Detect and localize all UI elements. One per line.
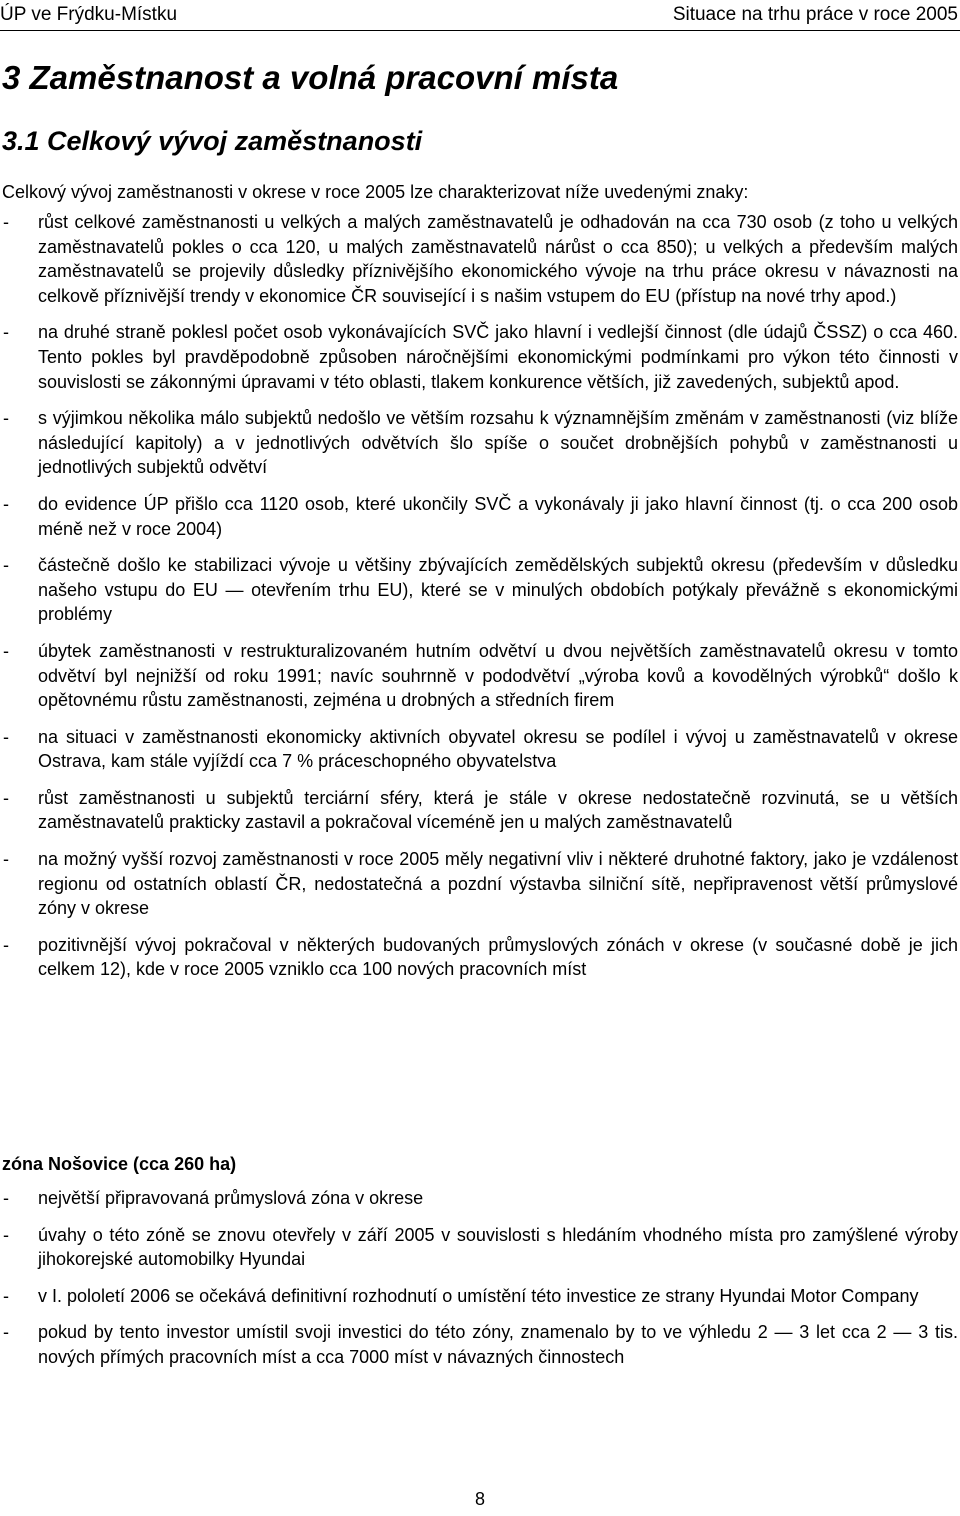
zone-heading: zóna Nošovice (cca 260 ha) bbox=[2, 1154, 237, 1174]
chapter-heading: 3 Zaměstnanost a volná pracovní místa bbox=[2, 59, 619, 96]
header-report-title: Situace na trhu práce v roce 2005 bbox=[672, 4, 958, 25]
list-item bbox=[0, 847, 958, 921]
list-item-text: růst zaměstnanosti u subjektů terciární sféry, která je stále v okrese nedostatečně rozvinutá, se u větších zaměstnavatelů prakticky zastavil a pokračoval víceméně jen u malých zaměstnavatelů bbox=[38, 787, 958, 833]
bullet-dash: - bbox=[3, 934, 9, 955]
list-item bbox=[0, 786, 958, 835]
list-item-text: do evidence ÚP přišlo cca 1120 osob, které ukončily SVČ a vykonávaly ji jako hlavní činnost (tj. o cca 200 osob méně než v roce 2004) bbox=[38, 493, 958, 539]
characteristics-list bbox=[0, 210, 958, 994]
bullet-dash: - bbox=[3, 408, 9, 429]
zone-list-item bbox=[0, 1284, 958, 1309]
list-item-text: růst celkové zaměstnanosti u velkých a malých zaměstnavatelů je odhadován na cca 730 osob (z toho u velkých zaměstnavatelů pokles o cca 120, u malých zaměstnavatelů nárůst o cca 850); u velkých a především malých zaměstnavatelů se projevily důsledky příznivějšího ekonomického vývoje na trhu práce okresu v návaznosti na celkově příznivější trendy v ekonomice ČR související i s našim vstupem do EU (přístup na nové trhy apod.) bbox=[38, 212, 958, 306]
intro-paragraph: Celkový vývoj zaměstnanosti v okrese v roce 2005 lze charakterizovat níže uvedenými znaky: bbox=[2, 182, 749, 202]
bullet-dash: - bbox=[3, 1322, 9, 1343]
bullet-dash: - bbox=[3, 1224, 9, 1245]
list-item-text: pozitivnější vývoj pokračoval v některých budovaných průmyslových zónách v okrese (v současné době je jich celkem 12), kde v roce 2005 vzniklo cca 100 nových pracovních míst bbox=[38, 934, 958, 980]
list-item-text: úbytek zaměstnanosti v restrukturalizovaném hutním odvětví u dvou největších zaměstnavatelů okresu v tomto odvětví byl nejnižší od roku 1991; navíc souhrnně v pododvětví „výroba kovů a kovodělných výrobků“ došlo k opětovnému růstu zaměstnanosti, zejména u drobných a středních firem bbox=[38, 640, 958, 711]
bullet-dash: - bbox=[3, 212, 9, 232]
bullet-dash: - bbox=[3, 1285, 9, 1306]
list-item bbox=[0, 553, 958, 627]
list-item-text: pokud by tento investor umístil svoji investici do této zóny, znamenalo by to ve výhledu 2 — 3 let cca 2 — 3 tis. nových přímých pracovních míst a cca 7000 míst v návazných činnostech bbox=[38, 1322, 958, 1367]
zone-list-item bbox=[0, 1320, 958, 1369]
bullet-dash: - bbox=[3, 493, 9, 514]
header-office: ÚP ve Frýdku-Místku bbox=[0, 4, 178, 25]
list-item-text: s výjimkou několika málo subjektů nedošlo ve větším rozsahu k významnějším změnám v zaměstnanosti (viz blíže následující kapitoly) a v jednotlivých odvětvích šlo spíše o součet drobnějších pohybů v zaměstnanosti u jednotlivých subjektů odvětví bbox=[38, 408, 958, 478]
bullet-dash: - bbox=[3, 726, 9, 747]
page-header bbox=[0, 4, 960, 28]
list-item bbox=[0, 210, 958, 308]
bullet-dash: - bbox=[3, 787, 9, 808]
list-item bbox=[0, 406, 958, 480]
bullet-dash: - bbox=[3, 322, 9, 343]
zone-bullet-list bbox=[0, 1186, 958, 1382]
bullet-dash: - bbox=[3, 1188, 9, 1208]
bullet-dash: - bbox=[3, 849, 9, 870]
list-item-text: částečně došlo ke stabilizaci vývoje u většiny zbývajících zemědělských subjektů okresu (především v důsledku našeho vstupu do EU — otevřením trhu EU), které se v minulých obdobích potýkaly převážně s ekonomickými problémy bbox=[38, 555, 958, 625]
list-item bbox=[0, 933, 958, 982]
list-item bbox=[0, 725, 958, 774]
bullet-dash: - bbox=[3, 555, 9, 576]
zone-list-item bbox=[0, 1223, 958, 1272]
list-item-text: na možný vyšší rozvoj zaměstnanosti v roce 2005 měly negativní vliv i některé druhotné faktory, jako je vzdálenost regionu od ostatních oblastí ČR, nedostatečná a pozdní výstavba silniční sítě, nepřipravenost větší průmyslové zóny v okrese bbox=[38, 849, 958, 919]
list-item bbox=[0, 492, 958, 541]
list-item-text: na druhé straně poklesl počet osob vykonávajících SVČ jako hlavní i vedlejší činnost (dle údajů ČSSZ) o cca 460. Tento pokles byl pravděpodobně způsoben náročnějšími ekonomickými podmínkami pro výkon této činnosti v souvislosti se zákonnými úpravami v této oblasti, tlakem konkurence větších, již zavedených, subjektů apod. bbox=[38, 322, 958, 392]
section-heading: 3.1 Celkový vývoj zaměstnanosti bbox=[2, 126, 423, 156]
page-number: 8 bbox=[474, 1489, 485, 1509]
zone-list-item bbox=[0, 1186, 958, 1211]
list-item-text: na situaci v zaměstnanosti ekonomicky aktivních obyvatel okresu se podílel i vývoj u zaměstnavatelů v okrese Ostrava, kam stále vyjíždí cca 7 % práceschopného obyvatelstva bbox=[38, 726, 958, 772]
list-item bbox=[0, 639, 958, 713]
list-item-text: úvahy o této zóně se znovu otevřely v září 2005 v souvislosti s hledáním vhodného místa pro zamýšlené výroby jihokorejské automobilky Hyundai bbox=[38, 1224, 958, 1270]
bullet-dash: - bbox=[3, 640, 9, 661]
list-item-text: největší připravovaná průmyslová zóna v okrese bbox=[38, 1188, 424, 1208]
header-rule bbox=[0, 30, 960, 31]
list-item-text: v I. pololetí 2006 se očekává definitivní rozhodnutí o umístění této investice ze strany Hyundai Motor Company bbox=[38, 1285, 919, 1306]
list-item bbox=[0, 320, 958, 394]
